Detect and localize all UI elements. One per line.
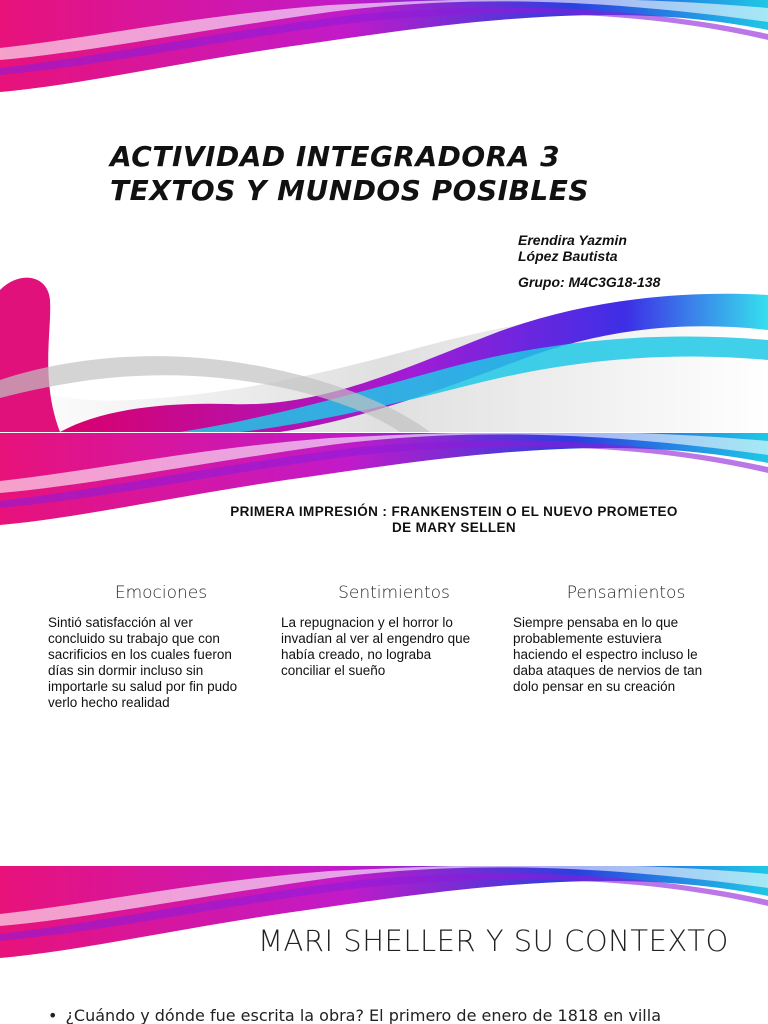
column-sentimientos: [281, 583, 507, 679]
text-line: días sin dormir incluso sin: [48, 663, 204, 678]
text-line: Siempre pensaba en lo que: [513, 615, 679, 630]
text-line: daba ataques de nervios de tan: [513, 663, 703, 678]
text-line: conciliar el sueño: [281, 663, 386, 678]
presentation-title: [110, 140, 589, 208]
slide-heading-line-1: PRIMERA IMPRESIÓN : FRANKENSTEIN O EL NUEVO PROMETEO: [230, 504, 678, 519]
slide-first-impression: [0, 433, 768, 865]
text-line: había creado, no lograba: [281, 647, 432, 662]
text-line: invadían al ver al engendro que: [281, 631, 471, 646]
text-line: sacrificios en los cuales fueron: [48, 647, 232, 662]
column-emociones: [48, 583, 274, 711]
column-heading: Emociones: [114, 583, 208, 603]
column-text: [48, 615, 274, 711]
group-label: Grupo: M4C3G18-138: [518, 274, 661, 290]
slide-heading: MARI SHELLER Y SU CONTEXTO: [258, 924, 729, 958]
text-line: haciendo el espectro incluso le: [513, 647, 698, 662]
slide-heading: [180, 504, 728, 536]
text-line: probablemente estuviera: [513, 631, 662, 646]
column-pensamientos: [513, 583, 739, 695]
bullet-item: [48, 1006, 661, 1024]
column-text: [281, 615, 507, 679]
bullet-text: ¿Cuándo y dónde fue escrita la obra? El primero de enero de 1818 en villa: [65, 1006, 661, 1024]
bullet-marker: •: [48, 1006, 58, 1024]
text-line: La repugnacion y el horror lo: [281, 615, 453, 630]
title-line-2: TEXTOS Y MUNDOS POSIBLES: [110, 174, 590, 207]
text-line: importarle su salud por fin pudo: [48, 679, 238, 694]
column-text: [513, 615, 739, 695]
slide-title: [0, 0, 768, 432]
column-heading: Pensamientos: [566, 583, 686, 603]
author-name-line-2: López Bautista: [518, 248, 618, 264]
slide-heading-line-2: DE MARY SELLEN: [391, 520, 517, 535]
slide-context: [0, 866, 768, 1024]
title-line-1: ACTIVIDAD INTEGRADORA 3: [110, 140, 561, 173]
text-line: concluido su trabajo que con: [48, 631, 220, 646]
column-heading: Sentimientos: [338, 583, 450, 603]
text-line: verlo hecho realidad: [48, 695, 170, 710]
author-block: [518, 232, 660, 290]
text-line: Sintió satisfacción al ver: [48, 615, 193, 630]
wave-decoration: [0, 0, 768, 432]
author-name-line-1: Erendira Yazmin: [518, 232, 627, 248]
text-line: dolo pensar en su creación: [513, 679, 676, 694]
